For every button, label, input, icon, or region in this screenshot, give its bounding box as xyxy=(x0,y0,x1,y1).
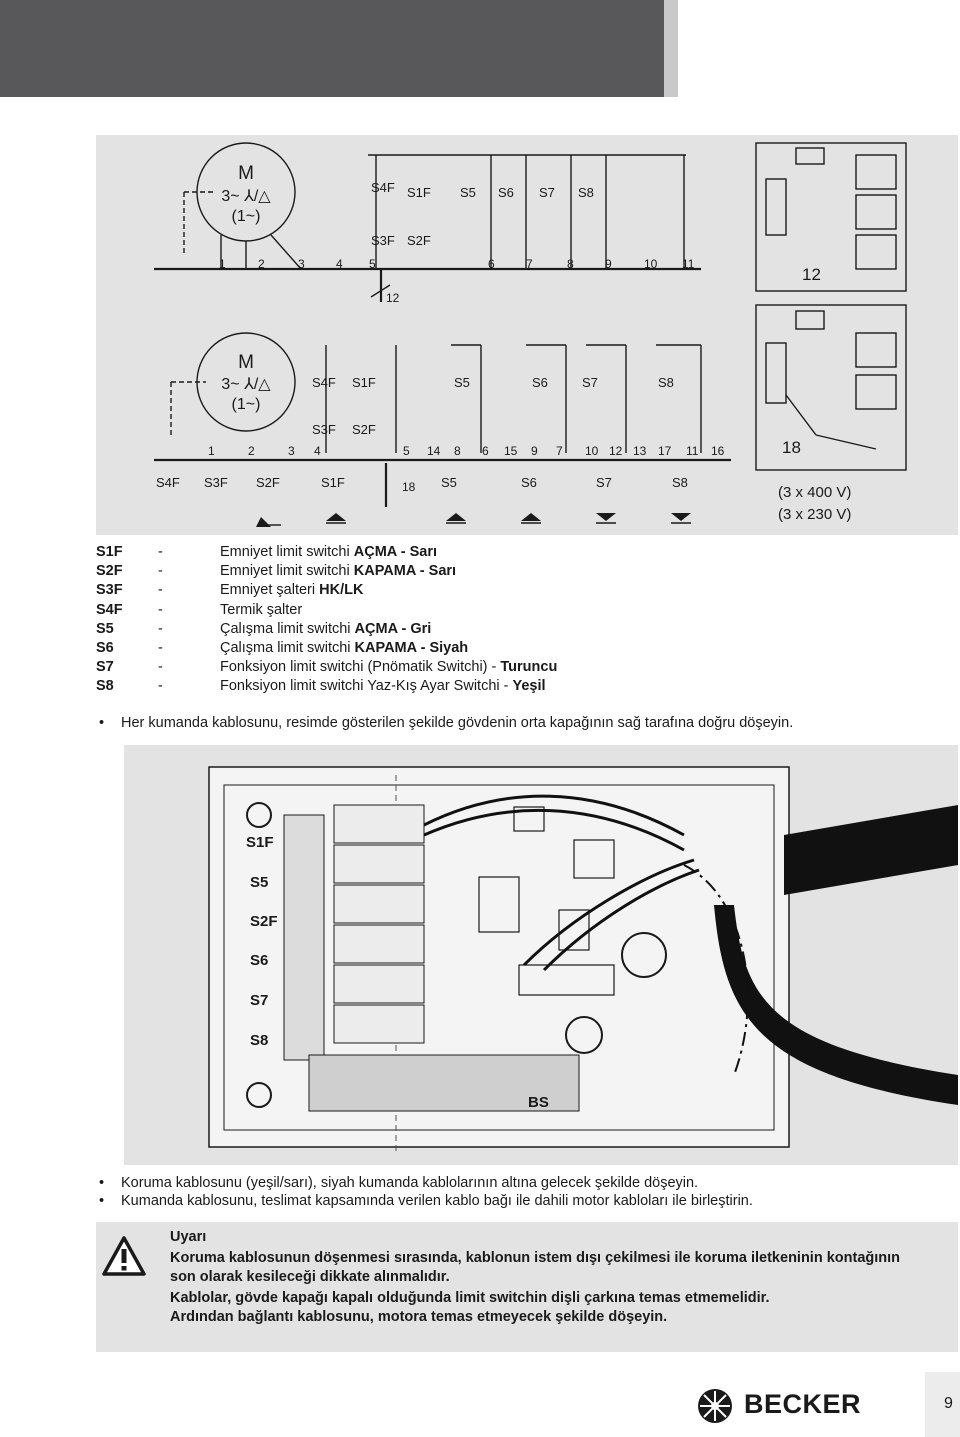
photo-switch-label: S1F xyxy=(246,834,274,851)
sym-label-4: S5 xyxy=(441,475,457,490)
page-number-box xyxy=(925,1372,960,1437)
photo-switch-label: S7 xyxy=(250,992,269,1009)
term-top-6: 7 xyxy=(526,257,533,271)
photo-bs-label: BS xyxy=(528,1094,549,1111)
instruction-text: Her kumanda kablosunu, resimde gösterilen şekilde gövdenin orta kapağının sağ tarafına doğru döşeyin. xyxy=(121,715,794,731)
motor-letter-top: M xyxy=(238,163,254,184)
sw-top-5: S8 xyxy=(578,185,594,200)
sym-label-5: S6 xyxy=(521,475,537,490)
term-bot-5: 14 xyxy=(427,444,441,458)
sw-bot-4: S7 xyxy=(582,375,598,390)
brand-name: BECKER xyxy=(744,1389,862,1419)
term-bot-7: 6 xyxy=(482,444,489,458)
header-bar-edge xyxy=(664,0,678,97)
warning-triangle-icon xyxy=(102,1236,146,1276)
term-bot-9: 9 xyxy=(531,444,538,458)
sw-bot-5: S8 xyxy=(658,375,674,390)
legend-row: S3F - Emniyet şalteri HK/LK xyxy=(96,582,364,599)
wiring-diagram xyxy=(96,135,958,535)
term-bot-4: 5 xyxy=(403,444,410,458)
term-top-1: 2 xyxy=(258,257,265,271)
sw-bot-3: S6 xyxy=(532,375,548,390)
motor-phase-top: 3~ ⅄/△ xyxy=(221,188,271,205)
sym-label-3: S1F xyxy=(321,475,345,490)
switch-legend xyxy=(96,543,736,697)
device-photo xyxy=(124,745,958,1165)
instruction-bullet xyxy=(99,1174,699,1193)
sw-bot-lower-1: S2F xyxy=(352,422,376,437)
sym-label-6: S7 xyxy=(596,475,612,490)
legend-row: S7 - Fonksiyon limit switchi (Pnömatik Switchi) - Turuncu xyxy=(96,659,558,676)
term-top-10: 11 xyxy=(682,257,695,271)
sw-top-lower-0: S3F xyxy=(371,233,395,248)
term-top-0: 1 xyxy=(219,257,226,271)
header-bar xyxy=(0,0,664,97)
sw-top-2: S5 xyxy=(460,185,476,200)
term-bot-1: 2 xyxy=(248,444,255,458)
sw-top-0: S4F xyxy=(371,180,395,195)
aux-label-top: 12 xyxy=(802,265,821,284)
device-photo-panel xyxy=(124,745,958,1165)
sw-top-3: S6 xyxy=(498,185,514,200)
instruction-text: Kumanda kablosunu, teslimat kapsamında verilen kablo bağı ile dahili motor kabloları ile birleştirin. xyxy=(121,1193,753,1209)
page-number: 9 xyxy=(944,1395,953,1412)
warning-line: son olarak kesileceği dikkate alınmalıdır. xyxy=(170,1269,450,1285)
photo-switch-label: S5 xyxy=(250,874,269,891)
sw-bot-lower-0: S3F xyxy=(312,422,336,437)
bullet-dot: • xyxy=(99,1193,105,1209)
legend-row: S6 - Çalışma limit switchi KAPAMA - Siyah xyxy=(96,639,469,656)
sym-label-0: S4F xyxy=(156,475,180,490)
term-top-2: 3 xyxy=(298,257,305,271)
legend-row: S4F - Termik şalter xyxy=(96,601,303,618)
photo-switch-label: S2F xyxy=(250,913,278,930)
photo-switch-label: S6 xyxy=(250,952,269,969)
motor-letter-bottom: M xyxy=(238,352,254,373)
sw-bot-0: S4F xyxy=(312,375,336,390)
becker-logo-icon xyxy=(697,1388,733,1424)
term-bot-0: 1 xyxy=(208,444,215,458)
term-top-8: 9 xyxy=(605,257,612,271)
wiring-diagram-panel xyxy=(96,135,958,535)
sw-top-4: S7 xyxy=(539,185,555,200)
cable-label-top: 12 xyxy=(386,291,400,305)
cable-label-bottom: 18 xyxy=(402,480,416,494)
sw-top-1: S1F xyxy=(407,185,431,200)
term-top-7: 8 xyxy=(567,257,574,271)
term-bot-14: 17 xyxy=(658,444,672,458)
term-bot-15: 11 xyxy=(686,444,699,458)
motor-single-bottom: (1~) xyxy=(231,396,261,413)
warning-line: Ardından bağlantı kablosunu, motora temas etmeyecek şekilde döşeyin. xyxy=(170,1309,668,1325)
voltage-star: (3 x 400 V) xyxy=(778,484,852,501)
legend-row: S8 - Fonksiyon limit switchi Yaz-Kış Ayar Switchi - Yeşil xyxy=(96,678,546,695)
term-bot-12: 12 xyxy=(609,444,623,458)
warning-line: Kablolar, gövde kapağı kapalı olduğunda limit switchin dişli çarkına temas etmemelidir. xyxy=(170,1290,770,1306)
sw-bot-2: S5 xyxy=(454,375,470,390)
sw-top-lower-1: S2F xyxy=(407,233,431,248)
photo-switch-label: S8 xyxy=(250,1032,269,1049)
term-bot-3: 4 xyxy=(314,444,321,458)
instruction-text: Koruma kablosunu (yeşil/sarı), siyah kumanda kablolarının altına gelecek şekilde döşeyin. xyxy=(121,1175,699,1191)
term-top-4: 5 xyxy=(369,257,376,271)
warning-box xyxy=(96,1222,958,1352)
term-top-9: 10 xyxy=(644,257,658,271)
warning-title: Uyarı xyxy=(170,1229,207,1245)
term-top-5: 6 xyxy=(488,257,495,271)
sym-label-2: S2F xyxy=(256,475,280,490)
instruction-bullet xyxy=(99,1192,753,1211)
bullet-dot: • xyxy=(99,715,105,731)
legend-row: S2F - Emniyet limit switchi KAPAMA - Sarı xyxy=(96,563,457,580)
term-bot-2: 3 xyxy=(288,444,295,458)
motor-single-top: (1~) xyxy=(231,208,261,225)
legend-row: S5 - Çalışma limit switchi AÇMA - Gri xyxy=(96,620,432,637)
legend-row: S1F - Emniyet limit switchi AÇMA - Sarı xyxy=(96,544,437,560)
warning-line: Koruma kablosunun döşenmesi sırasında, kablonun istem dışı çekilmesi ile koruma iletkeninin kontağının xyxy=(170,1250,901,1266)
sym-label-7: S8 xyxy=(672,475,688,490)
sym-label-1: S3F xyxy=(204,475,228,490)
term-bot-10: 7 xyxy=(556,444,563,458)
voltage-delta: (3 x 230 V) xyxy=(778,506,852,523)
term-bot-16: 16 xyxy=(711,444,725,458)
sw-bot-1: S1F xyxy=(352,375,376,390)
term-bot-6: 8 xyxy=(454,444,461,458)
term-bot-8: 15 xyxy=(504,444,518,458)
term-bot-13: 13 xyxy=(633,444,647,458)
motor-phase-bottom: 3~ ⅄/△ xyxy=(221,376,271,393)
instruction-bullet xyxy=(99,714,794,733)
term-bot-11: 10 xyxy=(585,444,599,458)
aux-label-bottom: 18 xyxy=(782,438,801,457)
bullet-dot: • xyxy=(99,1175,105,1191)
term-top-3: 4 xyxy=(336,257,343,271)
